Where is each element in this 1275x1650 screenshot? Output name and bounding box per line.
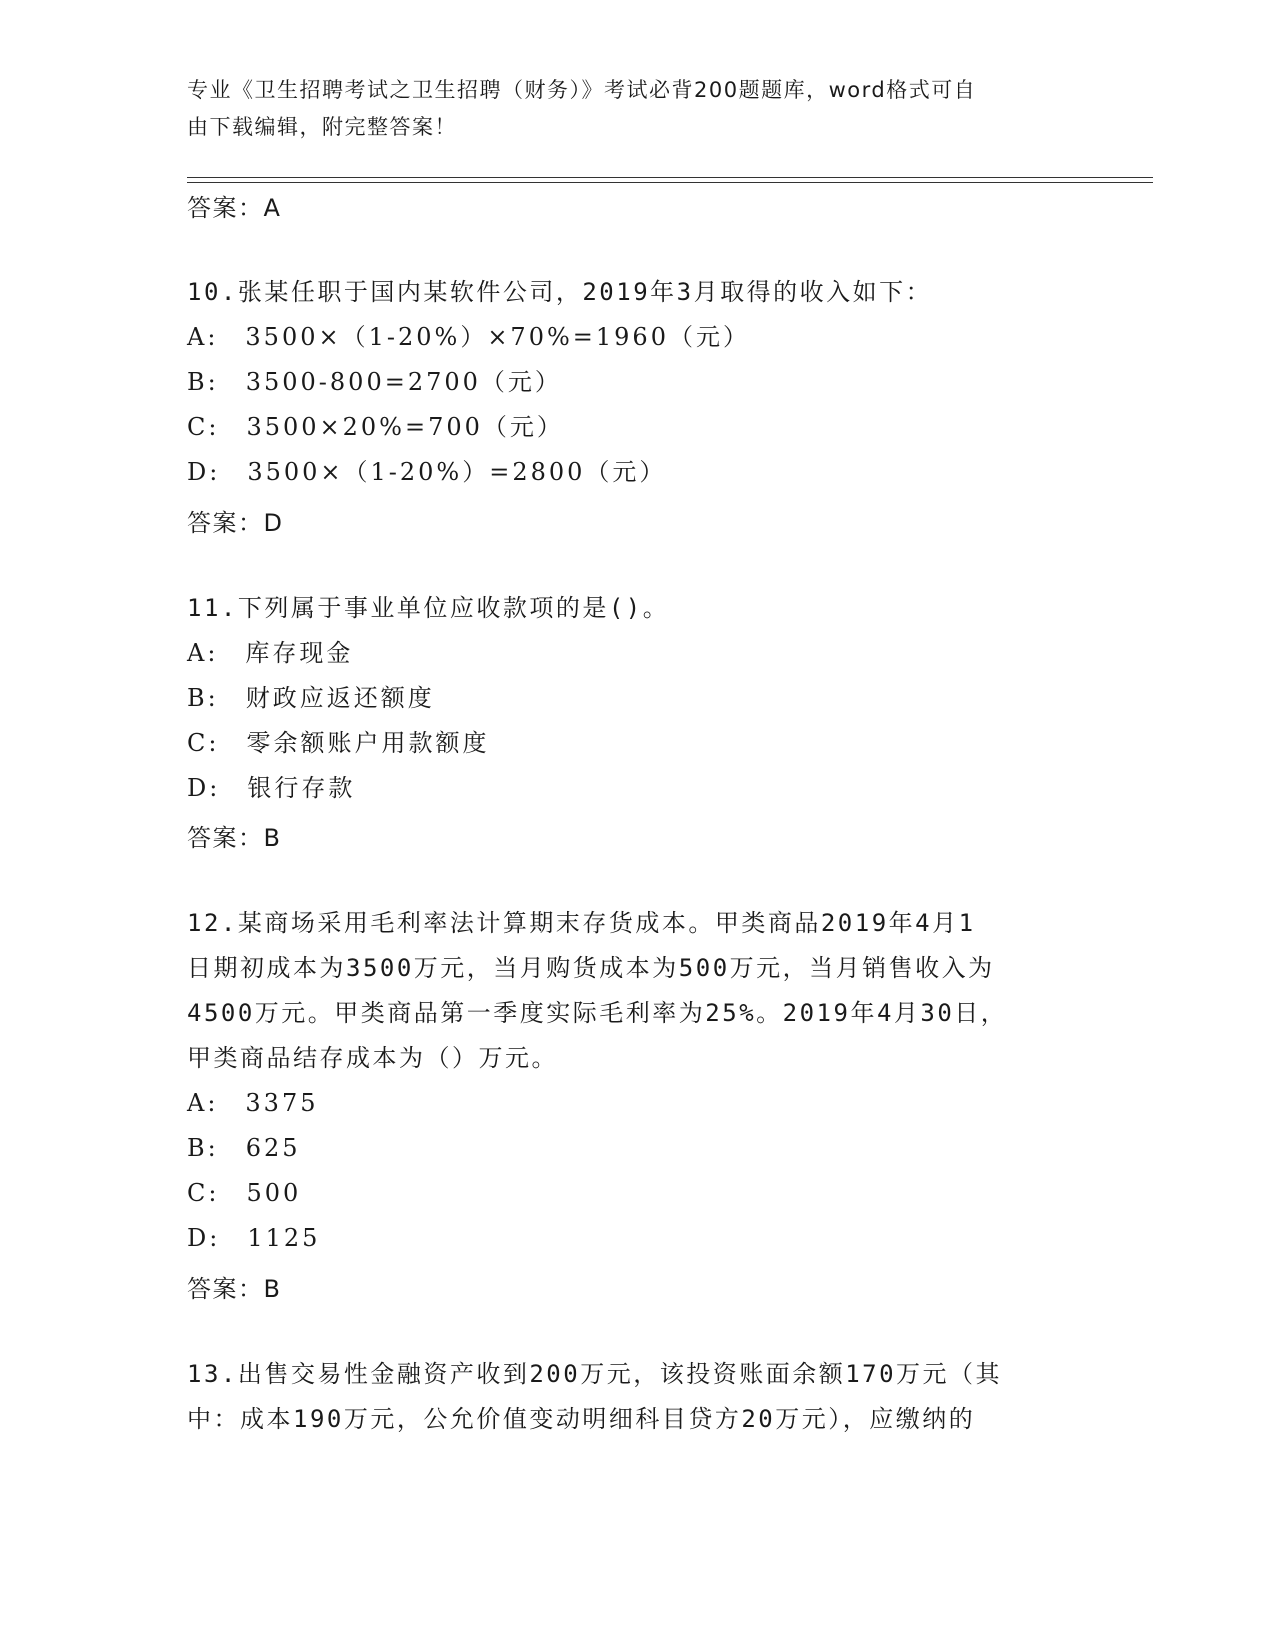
q10-stem: 10.张某任职于国内某软件公司，2019年3月取得的收入如下： bbox=[187, 278, 933, 306]
header-line-1: 专业《卫生招聘考试之卫生招聘（财务）》考试必背200题题库，word格式可自 bbox=[187, 78, 977, 102]
q11-option-c: C: 零余额账户用款额度 bbox=[187, 729, 490, 757]
q12-option-b: B: 625 bbox=[187, 1134, 301, 1162]
q11-option-a: A: 库存现金 bbox=[187, 639, 354, 667]
q12-option-d: D: 1125 bbox=[187, 1224, 321, 1252]
header-line-2: 由下载编辑，附完整答案！ bbox=[187, 115, 457, 139]
answer-prev: 答案：A bbox=[187, 194, 282, 222]
q10-option-a: A: 3500×（1-20%）×70%=1960（元） bbox=[187, 323, 750, 351]
q11-answer: 答案：B bbox=[187, 824, 282, 852]
header-rule-bottom bbox=[187, 182, 1153, 183]
q10-option-d: D: 3500×（1-20%）=2800（元） bbox=[187, 458, 667, 486]
document-header bbox=[187, 72, 1067, 146]
q12-option-c: C: 500 bbox=[187, 1179, 302, 1207]
q10-answer: 答案：D bbox=[187, 509, 284, 537]
q12-stem-line-3: 4500万元。甲类商品第一季度实际毛利率为25%。2019年4月30日， bbox=[187, 999, 1008, 1027]
header-rule-top bbox=[187, 177, 1153, 178]
q11-stem: 11.下列属于事业单位应收款项的是()。 bbox=[187, 594, 670, 622]
q12-answer: 答案：B bbox=[187, 1275, 282, 1303]
q12-stem-line-2: 日期初成本为3500万元，当月购货成本为500万元，当月销售收入为 bbox=[187, 954, 995, 982]
q12-option-a: A: 3375 bbox=[187, 1089, 319, 1117]
q10-option-c: C: 3500×20%=700（元） bbox=[187, 413, 564, 441]
q11-option-b: B: 财政应返还额度 bbox=[187, 684, 435, 712]
q11-option-d: D: 银行存款 bbox=[187, 774, 356, 802]
q12-stem-line-1: 12.某商场采用毛利率法计算期末存货成本。甲类商品2019年4月1 bbox=[187, 909, 976, 937]
q12-stem-line-4: 甲类商品结存成本为（）万元。 bbox=[187, 1044, 558, 1072]
q13-stem-line-2: 中：成本190万元，公允价值变动明细科目贷方20万元），应缴纳的 bbox=[187, 1405, 976, 1433]
q10-option-b: B: 3500-800=2700（元） bbox=[187, 368, 562, 396]
q13-stem-line-1: 13.出售交易性金融资产收到200万元，该投资账面余额170万元（其 bbox=[187, 1360, 1003, 1388]
